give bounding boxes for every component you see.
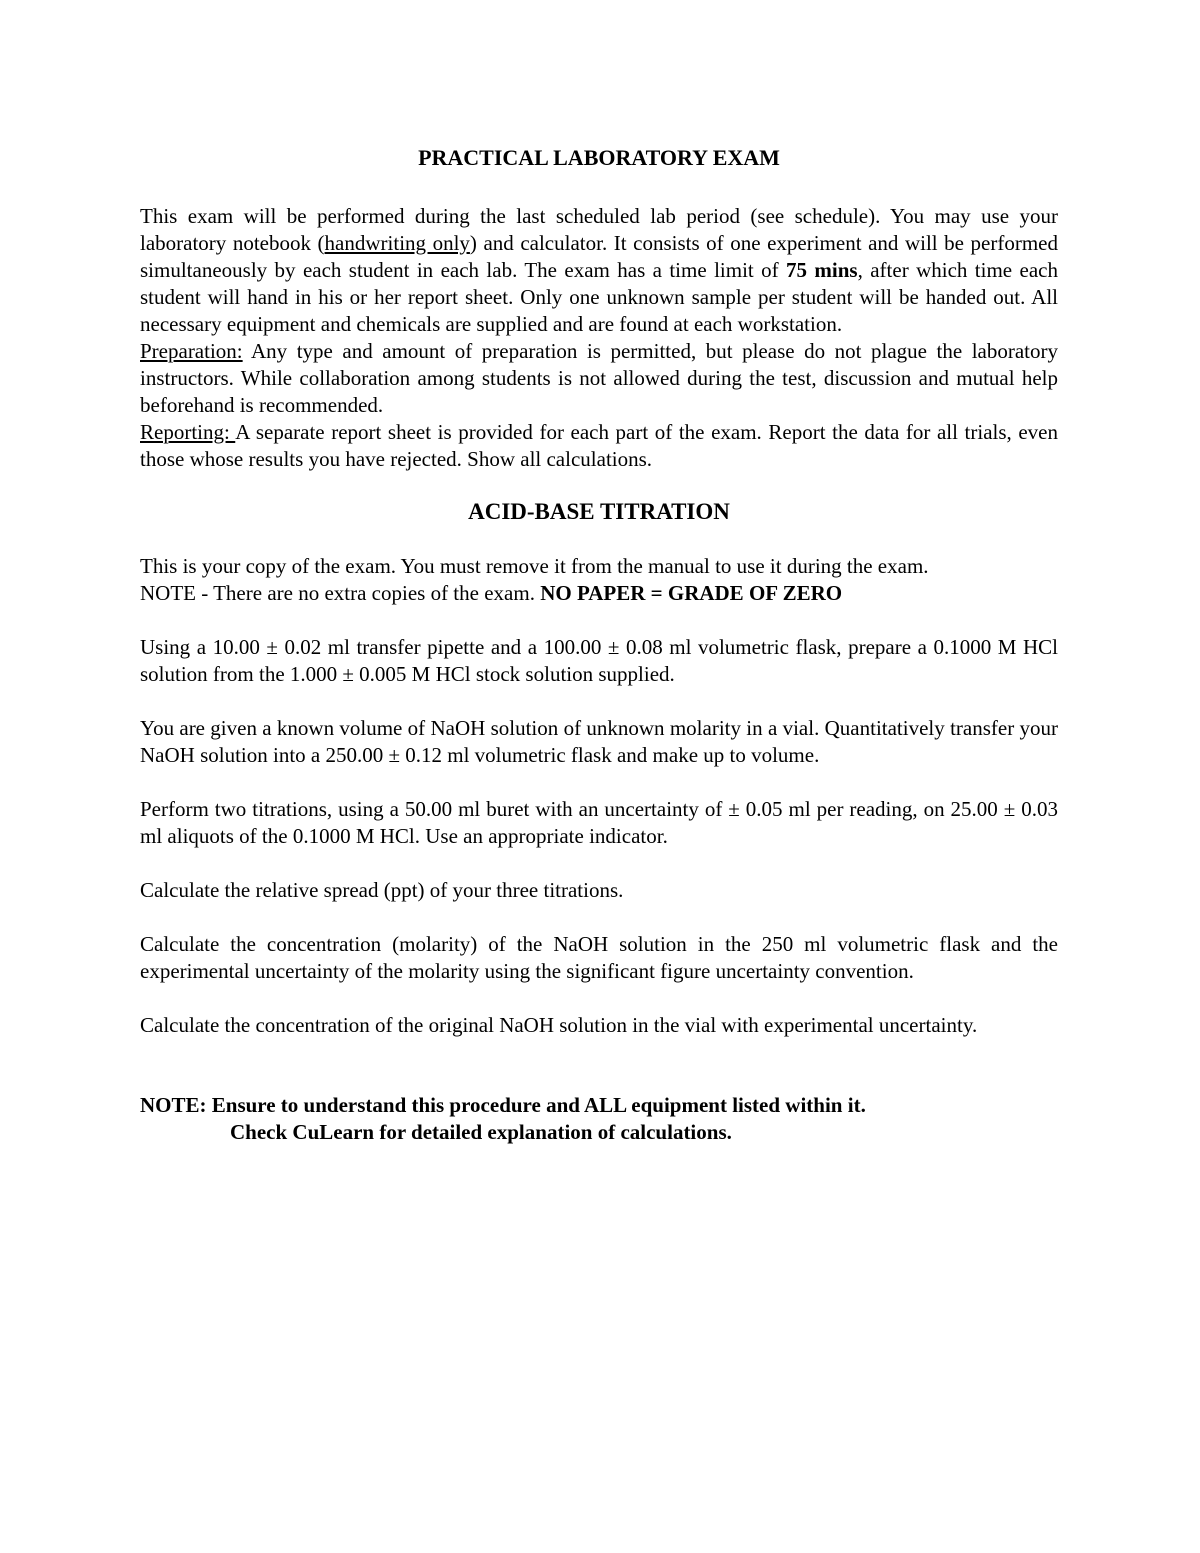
molarity-paragraph: Calculate the concentration (molarity) of the NaOH solution in the 250 ml volumetric flask and the experimental uncertainty of the molarity using the significant figure uncertainty convention. <box>140 932 1058 983</box>
intro-text-1: This exam will be performed during the last scheduled lab period (see schedule). You may use your laboratory notebook ( <box>140 204 1058 255</box>
reporting-label: Reporting: <box>140 420 236 444</box>
document-page <box>140 140 1058 1146</box>
no-paper-warning: NO PAPER = GRADE OF ZERO <box>540 581 843 605</box>
reporting-paragraph <box>140 419 1058 473</box>
naoh-paragraph: You are given a known volume of NaOH solution of unknown molarity in a vial. Quantitatively transfer your NaOH solution into a 250.00 ± 0.12 ml volumetric flask and make up to volume. <box>140 716 1058 767</box>
copy-line-1: This is your copy of the exam. You must remove it from the manual to use it during the exam. <box>140 554 929 578</box>
intro-text-3: , after which time each student will hand in his or her report sheet. Only one unknown sample per student will be handed out. All necessary equipment and chemicals are supplied and are found at each workstation. <box>140 258 1058 336</box>
spread-paragraph: Calculate the relative spread (ppt) of your three titrations. <box>140 878 624 902</box>
pipette-paragraph: Using a 10.00 ± 0.02 ml transfer pipette and a 100.00 ± 0.08 ml volumetric flask, prepare a 0.1000 M HCl solution from the 1.000 ± 0.005 M HCl stock solution supplied. <box>140 635 1058 686</box>
titrations-paragraph: Perform two titrations, using a 50.00 ml buret with an uncertainty of ± 0.05 ml per reading, on 25.00 ± 0.03 ml aliquots of the 0.1000 M HCl. Use an appropriate indicator. <box>140 797 1058 848</box>
page-title: PRACTICAL LABORATORY EXAM <box>418 145 780 170</box>
original-concentration-paragraph: Calculate the concentration of the original NaOH solution in the vial with experimental uncertainty. <box>140 1013 978 1037</box>
intro-text-2: ) and calculator. It consists of one experiment and will be performed simultaneously by each student in each lab. The exam has a time limit of <box>140 231 1058 282</box>
section-title: ACID-BASE TITRATION <box>468 499 730 524</box>
handwriting-only-text: handwriting only <box>324 231 470 255</box>
copy-line-2 <box>140 580 1058 607</box>
copy-line-2-text: NOTE - There are no extra copies of the exam. <box>140 581 541 605</box>
preparation-paragraph <box>140 338 1058 419</box>
note-line-1: NOTE: Ensure to understand this procedure and ALL equipment listed within it. <box>140 1093 866 1117</box>
note-line-2: Check CuLearn for detailed explanation of calculations. <box>230 1120 732 1144</box>
time-limit-text: 75 mins <box>786 258 858 282</box>
reporting-text: A separate report sheet is provided for each part of the exam. Report the data for all trials, even those whose results you have rejected. Show all calculations. <box>140 420 1058 471</box>
preparation-label: Preparation: <box>140 339 243 363</box>
note-block <box>140 1092 1058 1146</box>
preparation-text: Any type and amount of preparation is permitted, but please do not plague the laboratory instructors. While collaboration among students is not allowed during the test, discussion and mutual help beforehand is recommended. <box>140 339 1058 417</box>
intro-paragraph <box>140 203 1058 338</box>
